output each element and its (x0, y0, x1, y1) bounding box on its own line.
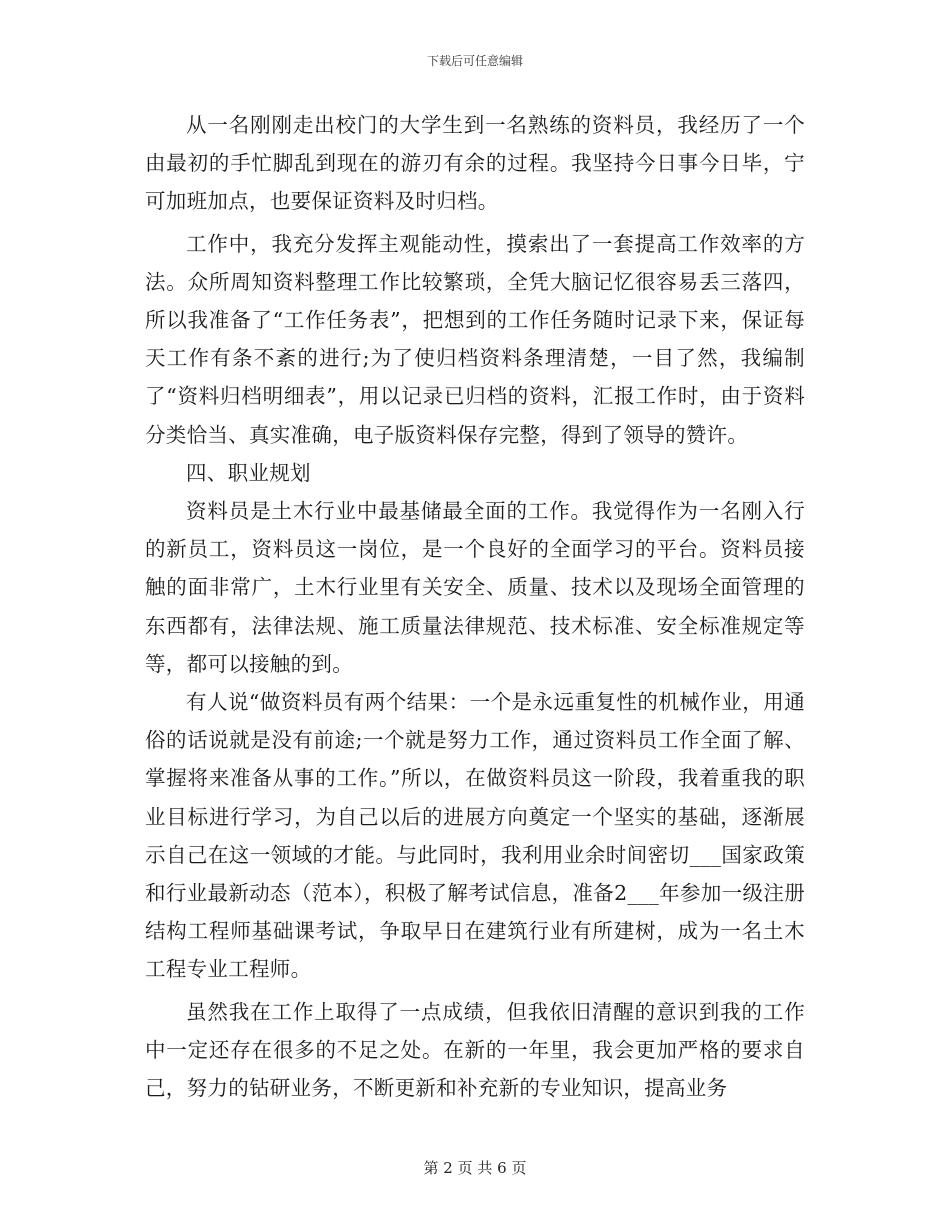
paragraph-work-method: 工作中，我充分发挥主观能动性，摸索出了一套提高工作效率的方法。众所周知资料整理工作比较繁琐，全凭大脑记忆很容易丢三落四，所以我准备了“工作任务表”，把想到的工作任务随时记录下来，保证每天工作有条不紊的进行;为了使归档资料条理清楚，一目了然，我编制了“资料归档明细表”，用以记录已归档的资料，汇报工作时，由于资料分类恰当、真实准确，电子版资料保存完整，得到了领导的赞许。 (145, 231, 805, 447)
page-header: 下载后可任意编辑 (426, 54, 523, 68)
paragraph-improvement: 虽然我在工作上取得了一点成绩，但我依旧清醒的意识到我的工作中一定还存在很多的不足之处。在新的一年里，我会更加严格的要求自己，努力的钻研业务，不断更新和补充新的专业知识，提高业务 (145, 999, 805, 1101)
paragraph-career-role: 资料员是土木行业中最基储最全面的工作。我觉得作为一名刚入行的新员工，资料员这一岗位，是一个良好的全面学习的平台。资料员接触的面非常广，土木行业里有关安全、质量、技术以及现场全面管理的东西都有，法律法规、施工质量法律规范、技术标准、安全标准规定等等，都可以接触的到。 (145, 499, 805, 676)
document-body (145, 106, 805, 1107)
page-footer: 第 2 页 共 6 页 (423, 1159, 527, 1177)
section-heading-career-plan: 四、职业规划 (186, 460, 311, 485)
paragraph-career-goal: 有人说“做资料员有两个结果：一个是永远重复性的机械作业，用通俗的话说就是没有前途;一个就是努力工作，通过资料员工作全面了解、掌握将来准备从事的工作。”所以，在做资料员这一阶段，我着重我的职业目标进行学习，为自己以后的进展方向奠定一个坚实的基础，逐渐展示自己在这一领域的才能。与此同时，我利用业余时间密切___国家政策和行业最新动态（范本），积极了解考试信息，准备2___年参加一级注册结构工程师基础课考试，争取早日在建筑行业有所建树，成为一名土木工程专业工程师。 (145, 690, 805, 982)
paragraph-experience: 从一名刚刚走出校门的大学生到一名熟练的资料员，我经历了一个由最初的手忙脚乱到现在的游刃有余的过程。我坚持今日事今日毕，宁可加班加点，也要保证资料及时归档。 (145, 113, 805, 214)
